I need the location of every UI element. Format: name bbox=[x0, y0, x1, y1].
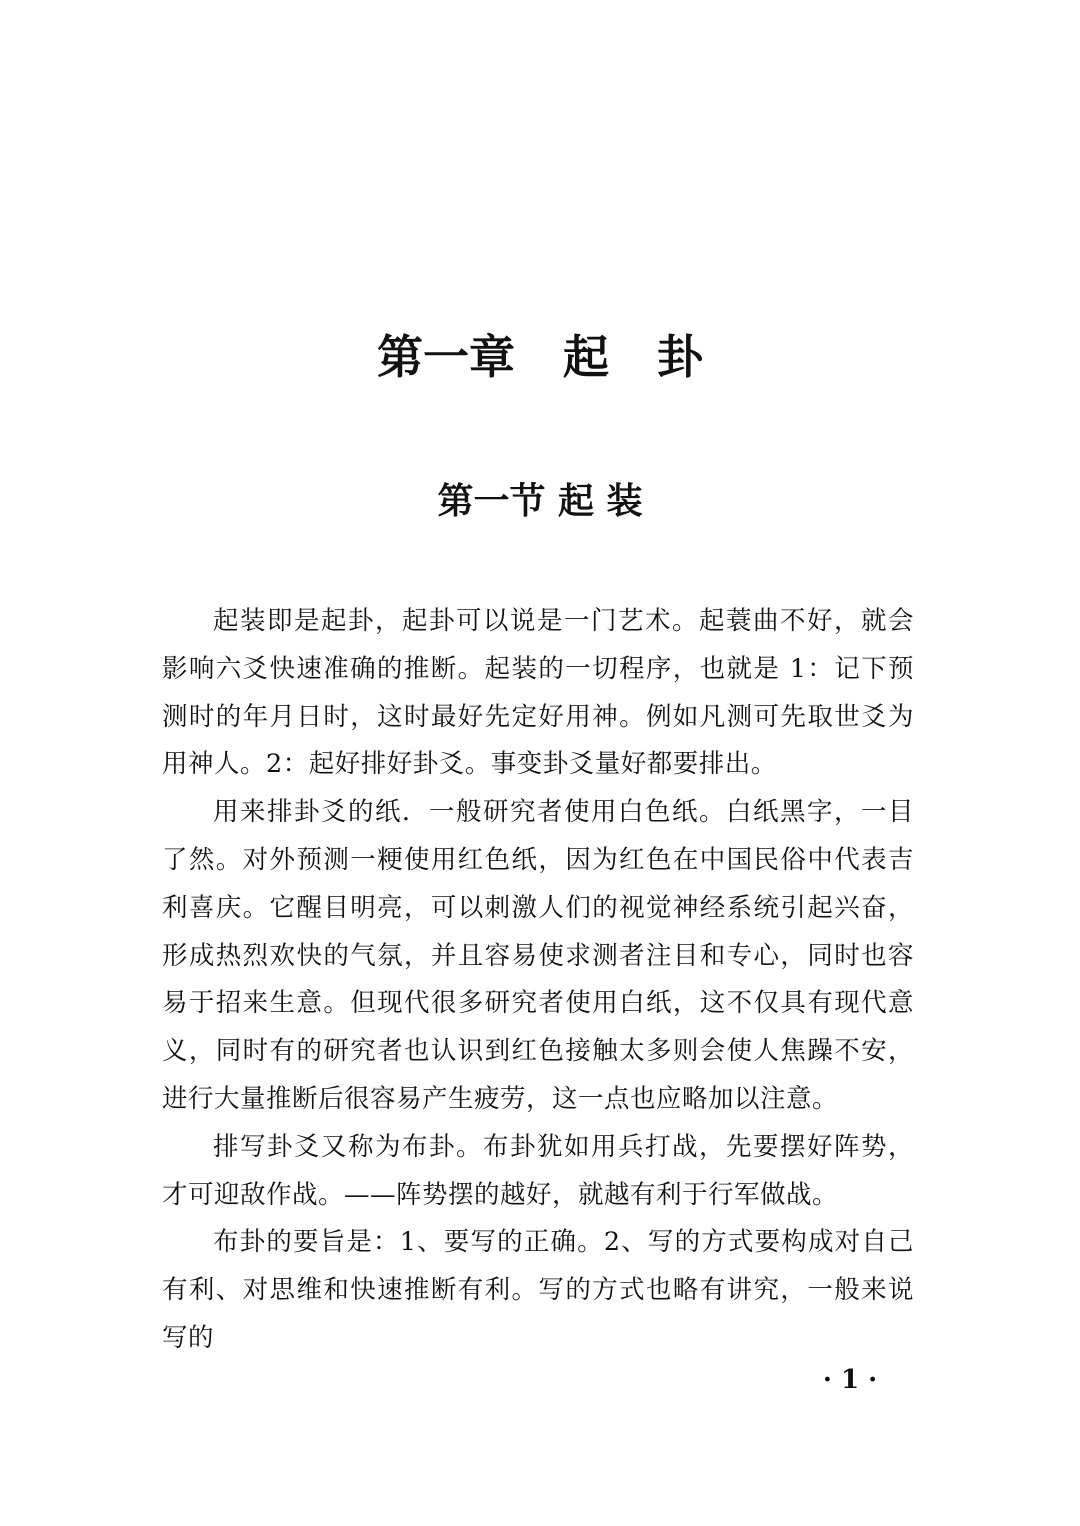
paragraph: 起装即是起卦，起卦可以说是一门艺术。起蓑曲不好，就会影响六爻快速准确的推断。起装的一切程序，也就是 1：记下预测时的年月日时，这时最好先定好用神。例如凡测可先取世爻为用神人。2：起好排好卦爻。事变卦爻量好都要排出。 bbox=[162, 606, 914, 780]
paragraph: 排写卦爻又称为布卦。布卦犹如用兵打战，先要摆好阵势，才可迎敌作战。——阵势摆的越好，就越有利于行军做战。 bbox=[162, 1131, 914, 1210]
chapter-title: 第一章 起 卦 bbox=[376, 330, 704, 384]
paragraph: 布卦的要旨是：1、要写的正确。2、写的方式要构成对自己有利、对思维和快速推断有利。写的方式也略有讲究，一般来说写的 bbox=[162, 1227, 914, 1353]
body-text bbox=[162, 598, 914, 1363]
page-number: · 1 · bbox=[822, 1365, 878, 1395]
section-title: 第一节 起 装 bbox=[437, 481, 643, 522]
paragraph: 用来排卦爻的纸．一般研究者使用白色纸。白纸黑字，一目了然。对外预测一粳使用红色纸，因为红色在中国民俗中代表吉利喜庆。它醒目明亮，可以刺激人们的视觉神经系统引起兴奋，形成热烈欢快的气氛，并且容易使求测者注目和专心，同时也容易于招来生意。但现代很多研究者使用白纸，这不仅具有现代意义，同时有的研究者也认识到红色接触太多则会使人焦躁不安，进行大量推断后很容易产生疲劳，这一点也应略加以注意。 bbox=[162, 797, 914, 1114]
